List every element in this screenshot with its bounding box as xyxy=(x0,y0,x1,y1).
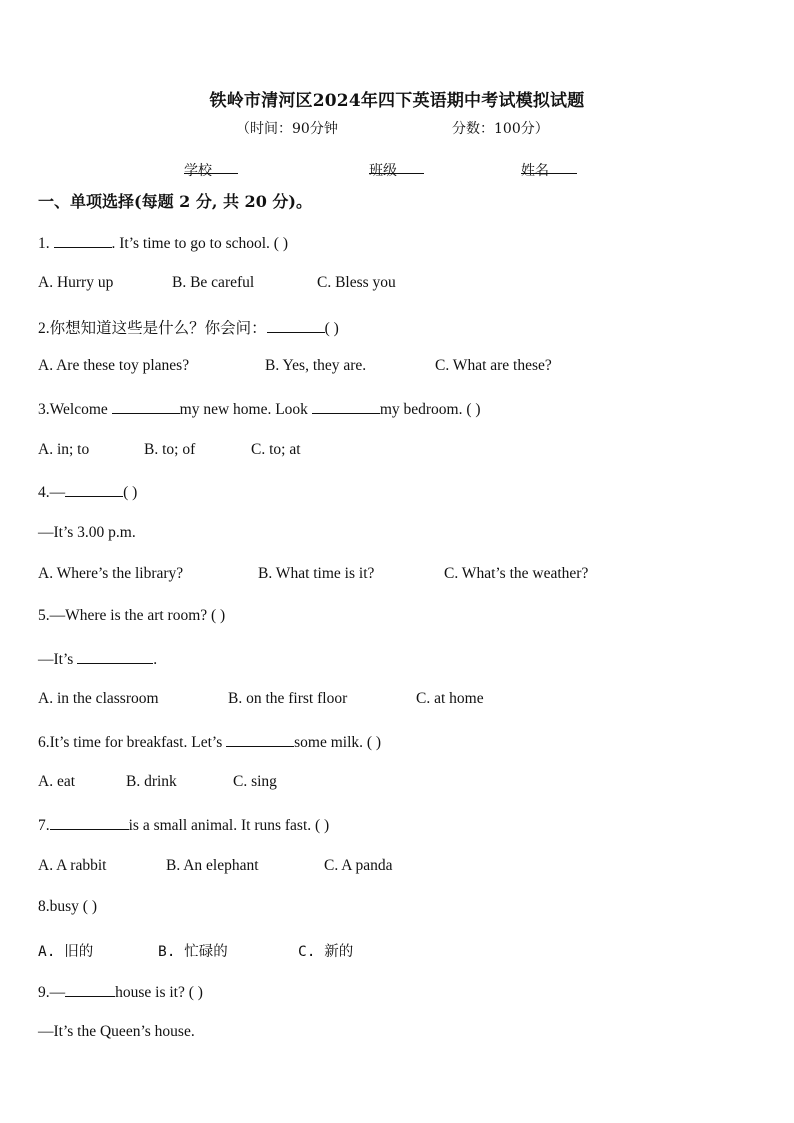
name-blank[interactable] xyxy=(521,160,577,174)
options-8 xyxy=(38,940,353,961)
class-label: 班级 xyxy=(369,163,397,179)
option-a[interactable]: A. Where’s the library? xyxy=(38,565,184,582)
school-label: 学校 xyxy=(184,163,212,179)
option-a[interactable]: A. in; to xyxy=(38,441,90,458)
option-a[interactable]: A. Are these toy planes? xyxy=(38,357,190,374)
question-1: 1. . It’s time to go to school. ( ) xyxy=(38,235,289,252)
answer-line-4: —It’s 3.00 p.m. xyxy=(38,524,136,541)
exam-time: （时间：90分钟 xyxy=(236,121,338,137)
option-b[interactable]: B. Be careful xyxy=(172,274,255,291)
option-b[interactable]: B. drink xyxy=(126,773,177,790)
question-9: 9.— house is it? ( ) xyxy=(38,984,203,1001)
options-3 xyxy=(38,441,301,459)
option-b[interactable]: B. on the first floor xyxy=(228,690,348,707)
question-3: 3.Welcome my new home. Look my bedroom. ( ) xyxy=(38,401,481,418)
question-5: 5.—Where is the art room? ( ) xyxy=(38,607,226,624)
options-5 xyxy=(38,690,484,708)
options-6 xyxy=(38,773,277,791)
answer-blank[interactable] xyxy=(54,233,112,248)
option-b[interactable]: B. An elephant xyxy=(166,857,259,874)
option-b[interactable]: B. to; of xyxy=(144,441,196,458)
answer-blank[interactable] xyxy=(312,399,380,414)
option-b[interactable]: B. What time is it? xyxy=(258,565,375,582)
answer-blank[interactable] xyxy=(77,649,153,664)
answer-blank[interactable] xyxy=(65,982,115,997)
option-c[interactable]: C. sing xyxy=(233,773,277,790)
question-4: 4.— ( ) xyxy=(38,484,138,501)
exam-title: 铁岭市清河区2024年四下英语期中考试模拟试题 xyxy=(209,91,585,111)
option-a[interactable]: A. A rabbit xyxy=(38,857,107,874)
options-7 xyxy=(38,857,392,875)
answer-blank[interactable] xyxy=(50,815,129,830)
question-6: 6.It’s time for breakfast. Let’s some milk. ( ) xyxy=(38,734,382,751)
name-label: 姓名 xyxy=(521,163,549,179)
option-a[interactable]: A. eat xyxy=(38,773,76,790)
option-c[interactable]: C. What’s the weather? xyxy=(444,565,589,582)
class-blank[interactable] xyxy=(369,160,424,174)
option-c[interactable]: C. at home xyxy=(416,690,484,707)
option-a[interactable]: A. 旧的 xyxy=(38,944,94,960)
option-a[interactable]: A. in the classroom xyxy=(38,690,159,707)
question-7: 7. is a small animal. It runs fast. ( ) xyxy=(38,817,330,834)
option-c[interactable]: C. 新的 xyxy=(298,944,354,960)
option-b[interactable]: B. Yes, they are. xyxy=(265,357,367,374)
question-8: 8.busy ( ) xyxy=(38,898,97,915)
option-c[interactable]: C. A panda xyxy=(324,857,393,874)
answer-line-5: —It’s . xyxy=(38,651,158,668)
options-1 xyxy=(38,274,396,292)
option-c[interactable]: C. Bless you xyxy=(317,274,396,291)
answer-blank[interactable] xyxy=(112,399,180,414)
answer-blank[interactable] xyxy=(65,482,123,497)
section-title: 一、单项选择(每题 2 分, 共 20 分)。 xyxy=(38,192,312,211)
exam-score: 分数：100分） xyxy=(452,121,549,137)
option-c[interactable]: C. to; at xyxy=(251,441,301,458)
answer-blank[interactable] xyxy=(267,318,325,333)
question-2: 2.你想知道这些是什么？你会问： ( ) xyxy=(38,320,339,337)
options-4 xyxy=(38,565,588,583)
option-c[interactable]: C. What are these? xyxy=(435,357,552,374)
options-2 xyxy=(38,357,552,375)
answer-blank[interactable] xyxy=(226,732,294,747)
answer-line-9: —It’s the Queen’s house. xyxy=(38,1023,195,1040)
option-b[interactable]: B. 忙碌的 xyxy=(158,944,228,960)
option-a[interactable]: A. Hurry up xyxy=(38,274,114,291)
school-blank[interactable] xyxy=(184,160,238,174)
